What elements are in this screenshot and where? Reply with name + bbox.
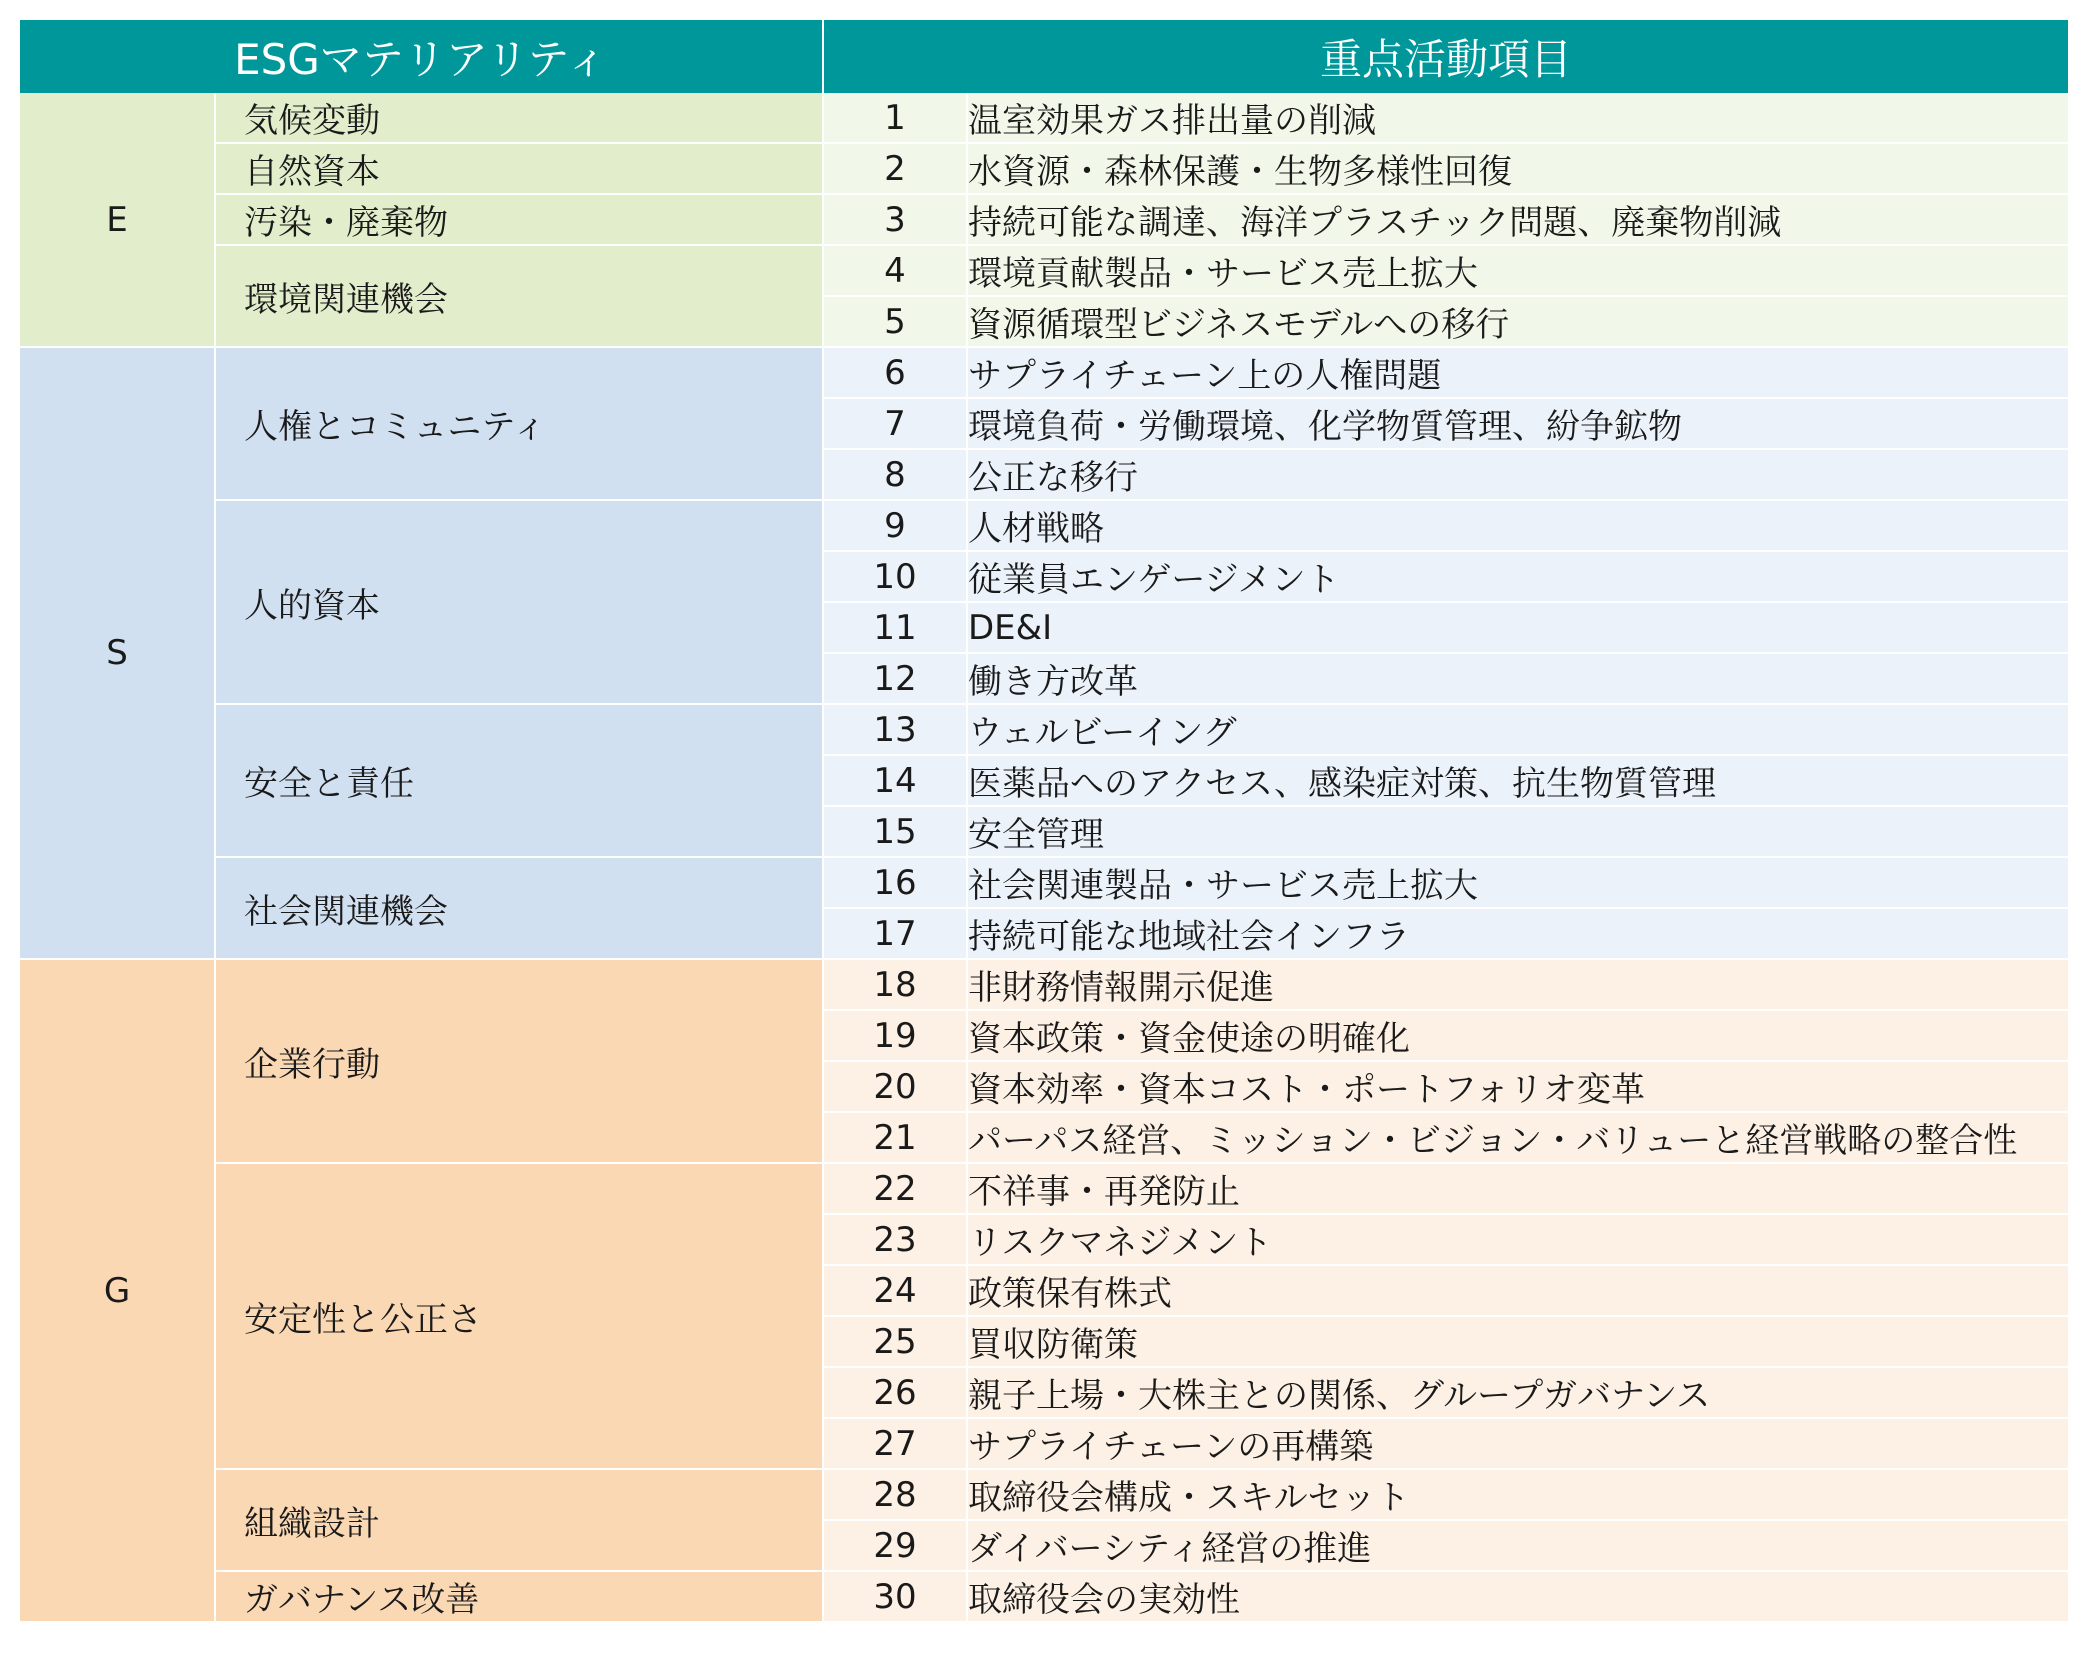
activity-number: 16 (823, 857, 967, 908)
activity-number: 18 (823, 959, 967, 1010)
table-body (20, 93, 2068, 1622)
materiality-cell: 気候変動 (215, 93, 823, 143)
activity-number: 3 (823, 194, 967, 245)
activity-text: 親子上場・大株主との関係、グループガバナンス (967, 1367, 2068, 1418)
activity-number: 7 (823, 398, 967, 449)
activity-text: 環境負荷・労働環境、化学物質管理、紛争鉱物 (967, 398, 2068, 449)
activity-text: ウェルビーイング (967, 704, 2068, 755)
activity-number: 1 (823, 93, 967, 143)
header-row (20, 20, 2068, 93)
materiality-cell: 人的資本 (215, 500, 823, 704)
activity-number: 24 (823, 1265, 967, 1316)
materiality-cell: 企業行動 (215, 959, 823, 1163)
activity-number: 10 (823, 551, 967, 602)
materiality-cell: 安定性と公正さ (215, 1163, 823, 1469)
table-row (20, 500, 2068, 551)
activity-text: 非財務情報開示促進 (967, 959, 2068, 1010)
activity-number: 26 (823, 1367, 967, 1418)
activity-text: リスクマネジメント (967, 1214, 2068, 1265)
materiality-cell: 組織設計 (215, 1469, 823, 1571)
activity-text: 資源循環型ビジネスモデルへの移行 (967, 296, 2068, 347)
activity-number: 30 (823, 1571, 967, 1622)
activity-text: 政策保有株式 (967, 1265, 2068, 1316)
activity-text: 従業員エンゲージメント (967, 551, 2068, 602)
activity-text: 買収防衛策 (967, 1316, 2068, 1367)
activity-number: 14 (823, 755, 967, 806)
activity-text: パーパス経営、ミッション・ビジョン・バリューと経営戦略の整合性 (967, 1112, 2068, 1163)
activity-text: 温室効果ガス排出量の削減 (967, 93, 2068, 143)
activity-number: 11 (823, 602, 967, 653)
activity-text: 環境貢献製品・サービス売上拡大 (967, 245, 2068, 296)
materiality-cell: 環境関連機会 (215, 245, 823, 347)
esg-category-cell: E (20, 93, 215, 347)
activity-text: サプライチェーンの再構築 (967, 1418, 2068, 1469)
table-row (20, 1163, 2068, 1214)
table-row (20, 1469, 2068, 1520)
esg-table-container (20, 20, 2068, 1623)
activity-number: 8 (823, 449, 967, 500)
activity-text: 水資源・森林保護・生物多様性回復 (967, 143, 2068, 194)
activity-text: 安全管理 (967, 806, 2068, 857)
activity-number: 29 (823, 1520, 967, 1571)
table-row (20, 1571, 2068, 1622)
activity-number: 5 (823, 296, 967, 347)
esg-category-cell: G (20, 959, 215, 1622)
activity-text: 資本政策・資金使途の明確化 (967, 1010, 2068, 1061)
activity-number: 22 (823, 1163, 967, 1214)
activity-text: 人材戦略 (967, 500, 2068, 551)
activity-text: 持続可能な調達、海洋プラスチック問題、廃棄物削減 (967, 194, 2068, 245)
materiality-cell: 社会関連機会 (215, 857, 823, 959)
esg-materiality-table (20, 20, 2068, 1623)
activity-text: 働き方改革 (967, 653, 2068, 704)
activity-number: 28 (823, 1469, 967, 1520)
activity-text: 取締役会構成・スキルセット (967, 1469, 2068, 1520)
table-row (20, 245, 2068, 296)
activity-number: 12 (823, 653, 967, 704)
table-row (20, 959, 2068, 1010)
table-row (20, 347, 2068, 398)
header-activities: 重点活動項目 (823, 20, 2068, 93)
activity-number: 20 (823, 1061, 967, 1112)
activity-number: 15 (823, 806, 967, 857)
activity-number: 9 (823, 500, 967, 551)
activity-number: 25 (823, 1316, 967, 1367)
materiality-cell: 人権とコミュニティ (215, 347, 823, 500)
activity-number: 27 (823, 1418, 967, 1469)
activity-number: 6 (823, 347, 967, 398)
table-row (20, 704, 2068, 755)
table-row (20, 857, 2068, 908)
materiality-cell: 汚染・廃棄物 (215, 194, 823, 245)
activity-number: 2 (823, 143, 967, 194)
esg-category-cell: S (20, 347, 215, 959)
activity-text: DE&I (967, 602, 2068, 653)
activity-text: 資本効率・資本コスト・ポートフォリオ変革 (967, 1061, 2068, 1112)
activity-number: 4 (823, 245, 967, 296)
activity-text: 医薬品へのアクセス、感染症対策、抗生物質管理 (967, 755, 2068, 806)
activity-text: 公正な移行 (967, 449, 2068, 500)
activity-text: 社会関連製品・サービス売上拡大 (967, 857, 2068, 908)
materiality-cell: 自然資本 (215, 143, 823, 194)
activity-number: 23 (823, 1214, 967, 1265)
activity-text: サプライチェーン上の人権問題 (967, 347, 2068, 398)
activity-number: 17 (823, 908, 967, 959)
activity-text: 持続可能な地域社会インフラ (967, 908, 2068, 959)
materiality-cell: ガバナンス改善 (215, 1571, 823, 1622)
activity-text: 不祥事・再発防止 (967, 1163, 2068, 1214)
materiality-cell: 安全と責任 (215, 704, 823, 857)
table-row (20, 143, 2068, 194)
activity-number: 19 (823, 1010, 967, 1061)
activity-number: 21 (823, 1112, 967, 1163)
table-row (20, 194, 2068, 245)
table-header (20, 20, 2068, 93)
activity-number: 13 (823, 704, 967, 755)
header-materiality: ESGマテリアリティ (20, 20, 823, 93)
activity-text: ダイバーシティ経営の推進 (967, 1520, 2068, 1571)
activity-text: 取締役会の実効性 (967, 1571, 2068, 1622)
table-row (20, 93, 2068, 143)
